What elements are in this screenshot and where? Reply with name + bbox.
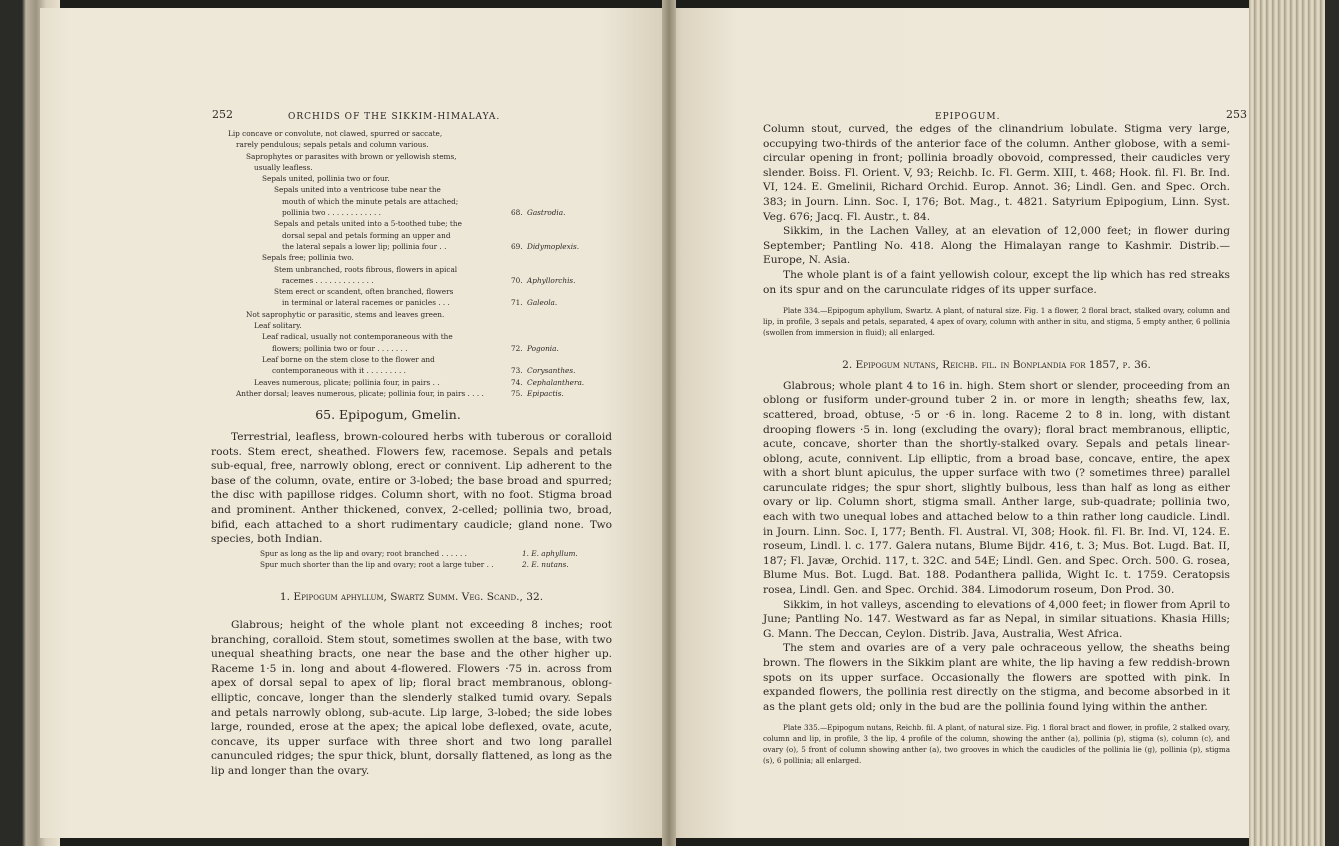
species1-heading-wrap	[211, 590, 612, 605]
key-row-text: Not saprophytic or parasitic, stems and leaves green.	[246, 309, 445, 319]
key-row	[228, 196, 558, 207]
species2-colour-note: The stem and ovaries are of a very pale ochraceous yellow, the sheaths being brown. The flowers in the Sikkim plant are white, the lip having a few reddish-brown spots on its upper surface. Occasionally the flowers are spotted with pink. In expanded flowers, the pollinia rest directly on the stigma, and become absorbed in it as the plant gets old; only in the bud are the pollinia found lying within the anther.	[763, 642, 1230, 713]
key-row-text: Sepals and petals united into a 5-toothed tube; the	[274, 219, 462, 229]
species1-text: Glabrous; height of the whole plant not exceeding 8 inches; root branching, coralloid. Stem stout, sometimes swollen at the base, with two unequal sheathing bracts, one near the base and the other higher up. Raceme 1·5 in. long and about 4-flowered. Flowers ·75 in. across from apex of dorsal sepal to apex of lip; floral bract membranous, oblong-elliptic, concave, longer than the slenderly stalked tumid ovary. Sepals and petals narrowly oblong, sub-acute. Lip large, 3-lobed; the side lobes large, rounded, erose at the apex; the apical lobe deflexed, ovate, acute, concave, its upper surface with three short and two long parallel canunculed ridges; the spur thick, blunt, dorsally flattened, as long as the lip and longer than the ovary.	[211, 619, 612, 777]
key-row-text: flowers; pollinia two or four . . . . . . .	[272, 343, 408, 353]
book-gutter	[662, 0, 676, 846]
key-row-text: Leaves numerous, plicate; pollinia four, in pairs . .	[254, 377, 440, 387]
species-key-name: 1. E. aphyllum.	[522, 549, 578, 558]
key-row	[228, 162, 558, 173]
key-row	[228, 343, 558, 354]
genus-description-block	[211, 430, 612, 547]
key-row-genus: Cephalanthera.	[527, 377, 585, 387]
key-row-text: Leaf radical, usually not contemporaneous with the	[262, 332, 453, 342]
key-row-text: Lip concave or convolute, not clawed, spurred or saccate,	[228, 129, 443, 138]
key-row	[228, 377, 585, 388]
genus-heading-wrap	[288, 408, 488, 423]
key-row-number: 73.	[511, 366, 523, 376]
key-row	[228, 184, 558, 195]
key-row	[228, 151, 558, 162]
key-row-genus: Gastrodia.	[527, 208, 566, 218]
genus-description: Terrestrial, leafless, brown-coloured herbs with tuberous or coralloid roots. Stem erect, sheathed. Flowers few, racemose. Sepals and petals sub-equal, free, narrowly oblong, erect or connivent. Lip adherent to the base of the column, ovate, entire or 3-lobed; the base broad and spurred; the disc with papillose ridges. Column short, with no foot. Stigma broad and prominent. Anther thickened, convex, 2-celled; pollinia two, broad, bifid, each attached to a short rudimentary caudicle; gland none. Two species, both Indian.	[211, 431, 612, 546]
key-row-text: racemes . . . . . . . . . . . . .	[282, 275, 374, 285]
book-edge-right	[1249, 0, 1339, 846]
key-row-genus: Pogonia.	[527, 343, 559, 353]
genus-key	[228, 128, 585, 399]
key-row-text: rarely pendulous; sepals petals and column various.	[236, 140, 429, 150]
key-row-number: 70.	[511, 275, 523, 285]
species1-distribution: Sikkim, in the Lachen Valley, at an elevation of 12,000 feet; in flower during September; Pantling No. 418. Along the Himalayan range to Kashmir. Distrib.—Europe, N. Asia.	[763, 225, 1230, 267]
species-key-text: Spur much shorter than the lip and ovary; root a large tuber . .	[260, 560, 494, 570]
key-row-text: usually leafless.	[254, 162, 313, 172]
key-row	[228, 139, 558, 150]
key-row-text: Stem unbranched, roots fibrous, flowers in apical	[274, 264, 458, 274]
plate-334-caption: Plate 334.—Epipogum aphyllum, Swartz. A plant, of natural size. Fig. 1 a flower, 2 floral bract, stalked ovary, column and lip, in profile, 3 sepals and petals, separated, 4 apex of ovary, column with anther in situ, and stigma, 5 empty anther, 6 pollinia (swollen from immersion in fluid); all enlarged.	[763, 306, 1230, 338]
key-row	[228, 309, 558, 320]
key-row	[228, 320, 558, 331]
key-row-text: Sepals free; pollinia two.	[262, 253, 354, 263]
species1-block	[211, 618, 612, 779]
species-key-row	[260, 548, 610, 559]
page-number-left: 252	[212, 108, 233, 121]
key-row-text: Sepals united into a ventricose tube near the	[274, 185, 441, 195]
right-text-top	[763, 122, 1230, 766]
key-row-text: in terminal or lateral racemes or panicles . . .	[282, 298, 450, 308]
key-row-text: contemporaneous with it . . . . . . . . .	[272, 366, 406, 376]
species1-continuation: Column stout, curved, the edges of the clinandrium lobulate. Stigma very large, occupying two-thirds of the anterior face of the column. Anther globose, with a semi-circular opening in front; pollinia broadly obovoid, compressed, their caudicles very slender. Boiss. Fl. Orient. V, 93; Reichb. Ic. Fl. Germ. XIII, t. 468; Hook. fil. Fl. Br. Ind. VI, 124. E. Gmelinii, Richard Orchid. Europ. Annot. 36; Lindl. Gen. and Spec. Orch. 383; in Journ. Linn. Soc. I, 176; Bot. Mag., t. 4821. Satyrium Epipogium, Linn. Syst. Veg. 676; Jacq. Fl. Austr., t. 84.	[763, 123, 1230, 223]
key-row-text: Anther dorsal; leaves numerous, plicate; pollinia four, in pairs . . . .	[236, 388, 484, 398]
species-key-name: 2. E. nutans.	[522, 560, 569, 570]
running-head-right: EPIPOGUM.	[935, 112, 1001, 122]
plate-335-caption: Plate 335.—Epipogum nutans, Reichb. fil. A plant, of natural size. Fig. 1 floral bract and flower, in profile, 2 stalked ovary, column and lip, in profile, 3 the lip, 4 profile of the column, showing the anther (a), pollinia (p), stigma (s), column (c), and ovary (o), 5 front of column showing anther (a), two grooves in which the caudicles of the pollinia lie (g), pollinia (p), stigma (s), 6 pollinia; all enlarged.	[763, 723, 1230, 766]
key-row-genus: Corysanthes.	[527, 366, 576, 376]
key-row-text: Sepals united, pollinia two or four.	[262, 174, 390, 184]
key-row	[228, 354, 558, 365]
key-row-text: Leaf borne on the stem close to the flower and	[262, 354, 435, 364]
key-row-text: Leaf solitary.	[254, 321, 302, 331]
key-row	[228, 173, 558, 184]
page-number-right: 253	[1226, 108, 1247, 121]
key-row-genus: Epipactis.	[527, 388, 564, 398]
key-row-text: the lateral sepals a lower lip; pollinia four . .	[282, 241, 447, 251]
key-row	[228, 207, 566, 218]
key-row-text: dorsal sepal and petals forming an upper and	[282, 230, 451, 240]
key-row	[228, 286, 558, 297]
key-row	[228, 128, 558, 139]
species2-heading: 2. Epipogum nutans, Reichb. fil. in Bonplandia for 1857, p. 36.	[842, 359, 1151, 372]
key-row-genus: Galeola.	[527, 298, 558, 308]
key-row	[228, 297, 558, 308]
key-row-number: 75.	[511, 388, 523, 398]
species1-heading: 1. Epipogum aphyllum, Swartz Summ. Veg. Scand., 32.	[279, 591, 544, 603]
key-row-number: 72.	[511, 343, 523, 353]
key-row	[228, 264, 558, 275]
key-row	[228, 331, 558, 342]
key-row-number: 68.	[511, 208, 523, 218]
key-row	[228, 388, 564, 399]
key-row-number: 74.	[511, 377, 523, 387]
key-row-genus: Didymoplexis.	[527, 241, 580, 251]
key-row-number: 71.	[511, 298, 523, 308]
key-row	[228, 241, 580, 252]
key-row-text: mouth of which the minute petals are attached;	[282, 196, 459, 206]
key-row-text: Stem erect or scandent, often branched, flowers	[274, 287, 454, 297]
key-row-text: Saprophytes or parasites with brown or yellowish stems,	[246, 151, 457, 161]
species-key-text: Spur as long as the lip and ovary; root branched . . . . . .	[260, 549, 467, 558]
key-row-number: 69.	[511, 241, 523, 251]
running-head-left: ORCHIDS OF THE SIKKIM-HIMALAYA.	[288, 112, 501, 122]
key-row	[228, 252, 558, 263]
species-key	[260, 548, 610, 571]
key-row-genus: Aphyllorchis.	[527, 275, 576, 285]
species-key-row	[260, 559, 610, 570]
species2-text: Glabrous; whole plant 4 to 16 in. high. Stem short or slender, proceeding from an oblong or fusiform under-ground tuber 2 in. or more in length; sheaths few, lax, scattered, broad, obtuse, ·5 or ·6 in. long. Raceme 2 to 8 in. long, with distant drooping flowers ·5 in. long (excluding the ovary); floral bract membranous, elliptic, acute, concave, shorter than the shortly-stalked ovary. Sepals and petals linear-oblong, acute, connivent. Lip elliptic, from a broad base, concave, entire, the apex with a short blunt apiculus, the upper surface with two (? sometimes three) parallel carunculate ridges; the spur short, slightly bulbous, less than half as long as either ovary or lip. Column short, stigma small. Anther large, sub-quadrate; pollinia two, each with two unequal lobes and attached below to a thin rather long caudicle. Lindl. in Journ. Linn. Soc. I, 177; Benth. Fl. Austral. VI, 308; Hook. fil. Fl. Br. Ind. VI, 124. E. roseum, Lindl. l. c. 177. Galera nutans, Blume Bijdr. 416, t. 3; Mus. Bot. Lugd. Bat. II, 187; Fl. Javæ, Orchid. 117, t. 32C. and 54E; Lindl. Gen. and Spec. Orch. 500. G. rosea, Blume Mus. Bot. Lugd. Bat. 188. Podanthera pallida, Wight Ic. t. 1759. Ceratopsis rosea, Lindl. Gen. and Spec. Orchid. 384. Limodorum roseum, Don Prod. 30.	[763, 379, 1230, 597]
key-row	[228, 218, 558, 229]
key-row	[228, 230, 558, 241]
species1-colour-note: The whole plant is of a faint yellowish colour, except the lip which has red streaks on its spur and on the carunculate ridges of its upper surface.	[763, 268, 1230, 296]
key-row	[228, 275, 576, 286]
key-row-text: pollinia two . . . . . . . . . . . .	[282, 208, 382, 218]
key-row	[228, 365, 576, 376]
species2-distribution: Sikkim, in hot valleys, ascending to elevations of 4,000 feet; in flower from April to June; Pantling No. 147. Westward as far as Nepal, in similar situations. Khasia Hills; G. Mann. The Deccan, Ceylon. Distrib. Java, Australia, West Africa.	[763, 598, 1230, 640]
genus-heading: 65. Epipogum, Gmelin.	[315, 407, 461, 422]
